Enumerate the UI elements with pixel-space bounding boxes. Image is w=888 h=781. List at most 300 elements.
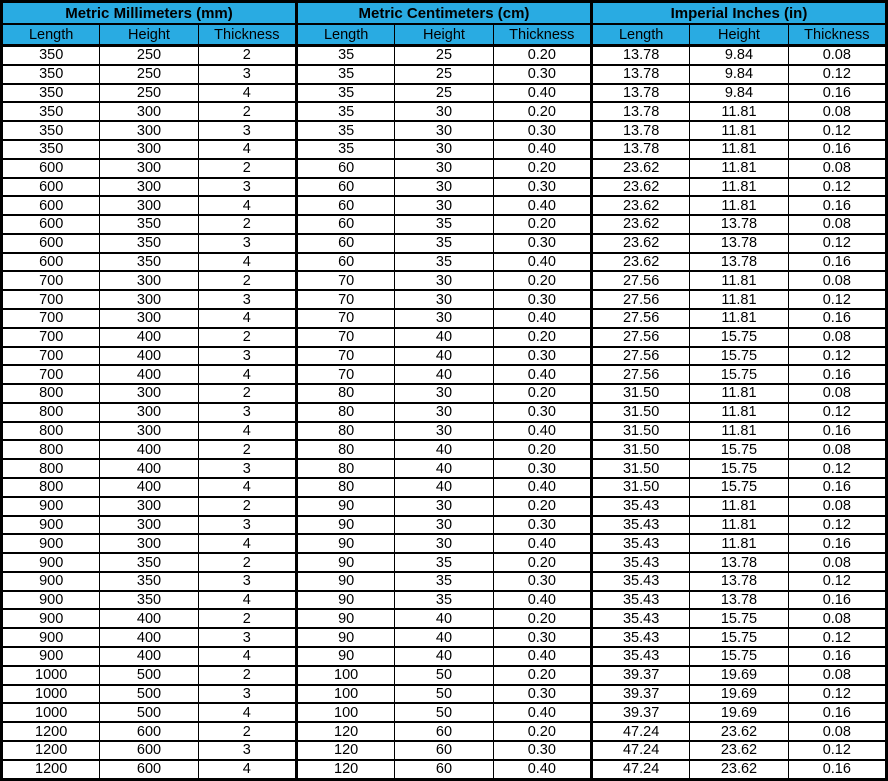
table-cell: 900 — [2, 609, 100, 628]
table-cell: 2 — [198, 497, 296, 516]
table-cell: 0.12 — [788, 516, 886, 535]
table-cell: 2 — [198, 46, 296, 65]
table-row — [2, 140, 887, 159]
table-cell: 23.62 — [690, 741, 788, 760]
table-cell: 0.12 — [788, 178, 886, 197]
table-cell: 0.30 — [493, 628, 591, 647]
table-cell: 500 — [100, 666, 198, 685]
table-cell: 9.84 — [690, 46, 788, 65]
table-cell: 25 — [395, 46, 493, 65]
table-cell: 9.84 — [690, 84, 788, 103]
table-row — [2, 609, 887, 628]
table-cell: 0.12 — [788, 347, 886, 366]
table-cell: 1000 — [2, 703, 100, 722]
table-cell: 4 — [198, 140, 296, 159]
table-cell: 60 — [395, 722, 493, 741]
table-cell: 27.56 — [591, 309, 689, 328]
table-cell: 400 — [100, 440, 198, 459]
table-cell: 60 — [296, 178, 394, 197]
table-cell: 35.43 — [591, 497, 689, 516]
table-cell: 4 — [198, 365, 296, 384]
table-cell: 25 — [395, 65, 493, 84]
table-cell: 0.08 — [788, 722, 886, 741]
table-cell: 800 — [2, 440, 100, 459]
table-cell: 0.20 — [493, 440, 591, 459]
table-cell: 3 — [198, 403, 296, 422]
table-cell: 0.08 — [788, 328, 886, 347]
table-cell: 2 — [198, 271, 296, 290]
table-cell: 30 — [395, 422, 493, 441]
table-cell: 0.16 — [788, 253, 886, 272]
table-cell: 50 — [395, 703, 493, 722]
table-cell: 0.40 — [493, 647, 591, 666]
table-row — [2, 159, 887, 178]
table-cell: 0.30 — [493, 347, 591, 366]
table-cell: 2 — [198, 722, 296, 741]
table-row — [2, 234, 887, 253]
table-cell: 39.37 — [591, 666, 689, 685]
table-cell: 15.75 — [690, 459, 788, 478]
table-cell: 35.43 — [591, 647, 689, 666]
table-cell: 31.50 — [591, 422, 689, 441]
table-row — [2, 384, 887, 403]
table-cell: 300 — [100, 534, 198, 553]
table-cell: 23.62 — [591, 215, 689, 234]
table-cell: 30 — [395, 159, 493, 178]
table-cell: 13.78 — [690, 591, 788, 610]
table-cell: 400 — [100, 347, 198, 366]
table-cell: 0.08 — [788, 46, 886, 65]
column-header-in-thickness: Thickness — [788, 24, 886, 46]
table-cell: 70 — [296, 365, 394, 384]
table-cell: 250 — [100, 84, 198, 103]
table-cell: 60 — [395, 760, 493, 780]
table-cell: 90 — [296, 534, 394, 553]
table-cell: 0.20 — [493, 271, 591, 290]
table-cell: 3 — [198, 459, 296, 478]
column-header-cm-thickness: Thickness — [493, 24, 591, 46]
table-cell: 13.78 — [591, 46, 689, 65]
table-cell: 500 — [100, 685, 198, 704]
table-cell: 13.78 — [591, 102, 689, 121]
table-cell: 3 — [198, 347, 296, 366]
table-cell: 0.12 — [788, 290, 886, 309]
table-row — [2, 121, 887, 140]
table-cell: 120 — [296, 722, 394, 741]
table-row — [2, 440, 887, 459]
table-body — [2, 46, 887, 780]
table-cell: 700 — [2, 347, 100, 366]
table-cell: 27.56 — [591, 347, 689, 366]
table-cell: 39.37 — [591, 685, 689, 704]
column-group-imperial-in: Imperial Inches (in) — [591, 2, 886, 25]
table-cell: 40 — [395, 478, 493, 497]
table-cell: 35 — [395, 572, 493, 591]
table-cell: 400 — [100, 628, 198, 647]
table-cell: 60 — [296, 159, 394, 178]
table-cell: 0.16 — [788, 703, 886, 722]
table-cell: 2 — [198, 102, 296, 121]
table-header — [2, 2, 887, 46]
table-cell: 23.62 — [591, 234, 689, 253]
table-cell: 35 — [395, 553, 493, 572]
table-cell: 30 — [395, 309, 493, 328]
table-cell: 11.81 — [690, 534, 788, 553]
table-cell: 0.30 — [493, 65, 591, 84]
table-cell: 35.43 — [591, 572, 689, 591]
table-cell: 100 — [296, 685, 394, 704]
table-cell: 0.16 — [788, 140, 886, 159]
table-cell: 0.20 — [493, 497, 591, 516]
table-cell: 90 — [296, 591, 394, 610]
table-cell: 35.43 — [591, 553, 689, 572]
table-cell: 0.08 — [788, 609, 886, 628]
table-cell: 25 — [395, 84, 493, 103]
table-cell: 300 — [100, 422, 198, 441]
table-row — [2, 309, 887, 328]
table-cell: 50 — [395, 666, 493, 685]
table-cell: 900 — [2, 516, 100, 535]
table-cell: 0.08 — [788, 553, 886, 572]
table-cell: 350 — [100, 553, 198, 572]
table-cell: 0.20 — [493, 215, 591, 234]
table-cell: 23.62 — [690, 760, 788, 780]
table-cell: 60 — [296, 215, 394, 234]
table-cell: 40 — [395, 459, 493, 478]
table-cell: 300 — [100, 403, 198, 422]
table-row — [2, 685, 887, 704]
column-header-mm-thickness: Thickness — [198, 24, 296, 46]
table-cell: 700 — [2, 271, 100, 290]
table-cell: 800 — [2, 422, 100, 441]
table-cell: 31.50 — [591, 440, 689, 459]
table-row — [2, 459, 887, 478]
table-cell: 40 — [395, 628, 493, 647]
table-row — [2, 271, 887, 290]
table-cell: 30 — [395, 403, 493, 422]
table-row — [2, 328, 887, 347]
table-row — [2, 703, 887, 722]
table-cell: 4 — [198, 309, 296, 328]
table-cell: 350 — [2, 46, 100, 65]
table-cell: 0.40 — [493, 760, 591, 780]
table-cell: 400 — [100, 609, 198, 628]
table-cell: 35 — [296, 65, 394, 84]
table-cell: 600 — [2, 196, 100, 215]
column-header-mm-length: Length — [2, 24, 100, 46]
table-cell: 350 — [2, 65, 100, 84]
table-cell: 60 — [296, 253, 394, 272]
table-cell: 100 — [296, 666, 394, 685]
table-row — [2, 478, 887, 497]
table-cell: 11.81 — [690, 516, 788, 535]
table-cell: 350 — [100, 234, 198, 253]
table-cell: 300 — [100, 159, 198, 178]
table-cell: 40 — [395, 647, 493, 666]
table-cell: 15.75 — [690, 440, 788, 459]
table-cell: 2 — [198, 553, 296, 572]
table-cell: 350 — [2, 140, 100, 159]
table-row — [2, 403, 887, 422]
table-cell: 13.78 — [690, 553, 788, 572]
table-cell: 80 — [296, 459, 394, 478]
column-group-metric-cm: Metric Centimeters (cm) — [296, 2, 591, 25]
table-cell: 1200 — [2, 741, 100, 760]
table-cell: 19.69 — [690, 685, 788, 704]
table-cell: 13.78 — [591, 121, 689, 140]
table-cell: 3 — [198, 741, 296, 760]
table-cell: 4 — [198, 647, 296, 666]
table-cell: 11.81 — [690, 403, 788, 422]
table-cell: 0.08 — [788, 666, 886, 685]
table-cell: 80 — [296, 440, 394, 459]
table-cell: 50 — [395, 685, 493, 704]
table-cell: 11.81 — [690, 102, 788, 121]
table-cell: 800 — [2, 384, 100, 403]
table-cell: 0.16 — [788, 84, 886, 103]
table-cell: 400 — [100, 328, 198, 347]
table-cell: 800 — [2, 459, 100, 478]
table-cell: 1200 — [2, 760, 100, 780]
table-cell: 0.40 — [493, 196, 591, 215]
table-cell: 30 — [395, 497, 493, 516]
table-cell: 0.30 — [493, 459, 591, 478]
table-cell: 2 — [198, 440, 296, 459]
table-cell: 0.20 — [493, 666, 591, 685]
table-cell: 0.08 — [788, 384, 886, 403]
table-cell: 27.56 — [591, 365, 689, 384]
table-cell: 23.62 — [690, 722, 788, 741]
table-cell: 600 — [2, 178, 100, 197]
table-cell: 2 — [198, 384, 296, 403]
table-row — [2, 647, 887, 666]
table-cell: 2 — [198, 328, 296, 347]
table-cell: 11.81 — [690, 159, 788, 178]
table-cell: 35 — [296, 102, 394, 121]
column-header-in-height: Height — [690, 24, 788, 46]
table-cell: 70 — [296, 290, 394, 309]
table-cell: 11.81 — [690, 497, 788, 516]
table-cell: 35.43 — [591, 609, 689, 628]
table-cell: 90 — [296, 553, 394, 572]
table-cell: 11.81 — [690, 309, 788, 328]
table-cell: 11.81 — [690, 196, 788, 215]
table-cell: 350 — [2, 84, 100, 103]
table-cell: 350 — [2, 121, 100, 140]
table-cell: 90 — [296, 572, 394, 591]
table-cell: 11.81 — [690, 384, 788, 403]
table-cell: 300 — [100, 102, 198, 121]
table-row — [2, 178, 887, 197]
table-row — [2, 497, 887, 516]
table-cell: 35.43 — [591, 591, 689, 610]
table-cell: 30 — [395, 271, 493, 290]
table-cell: 35 — [395, 234, 493, 253]
table-cell: 3 — [198, 572, 296, 591]
table-cell: 700 — [2, 290, 100, 309]
table-cell: 23.62 — [591, 253, 689, 272]
table-cell: 0.16 — [788, 365, 886, 384]
table-cell: 0.40 — [493, 365, 591, 384]
table-cell: 300 — [100, 271, 198, 290]
table-cell: 350 — [100, 572, 198, 591]
table-cell: 0.16 — [788, 760, 886, 780]
table-cell: 300 — [100, 309, 198, 328]
table-cell: 0.40 — [493, 534, 591, 553]
table-row — [2, 591, 887, 610]
table-cell: 70 — [296, 328, 394, 347]
table-cell: 350 — [100, 215, 198, 234]
table-cell: 19.69 — [690, 666, 788, 685]
table-cell: 0.20 — [493, 328, 591, 347]
table-cell: 15.75 — [690, 609, 788, 628]
table-cell: 40 — [395, 609, 493, 628]
column-header-cm-height: Height — [395, 24, 493, 46]
table-cell: 4 — [198, 478, 296, 497]
table-cell: 500 — [100, 703, 198, 722]
table-cell: 0.16 — [788, 534, 886, 553]
table-cell: 60 — [296, 234, 394, 253]
table-cell: 4 — [198, 703, 296, 722]
table-cell: 4 — [198, 591, 296, 610]
table-cell: 40 — [395, 440, 493, 459]
table-cell: 13.78 — [690, 234, 788, 253]
table-cell: 0.30 — [493, 234, 591, 253]
table-cell: 0.08 — [788, 271, 886, 290]
table-cell: 80 — [296, 478, 394, 497]
table-cell: 0.16 — [788, 309, 886, 328]
table-cell: 70 — [296, 347, 394, 366]
table-cell: 4 — [198, 84, 296, 103]
table-cell: 3 — [198, 628, 296, 647]
table-cell: 250 — [100, 46, 198, 65]
table-cell: 0.12 — [788, 459, 886, 478]
table-cell: 700 — [2, 309, 100, 328]
table-cell: 35 — [395, 215, 493, 234]
table-row — [2, 290, 887, 309]
table-cell: 30 — [395, 290, 493, 309]
table-row — [2, 347, 887, 366]
table-cell: 13.78 — [591, 65, 689, 84]
table-cell: 0.40 — [493, 703, 591, 722]
table-cell: 0.40 — [493, 253, 591, 272]
table-cell: 900 — [2, 647, 100, 666]
table-cell: 600 — [2, 253, 100, 272]
table-cell: 0.40 — [493, 309, 591, 328]
table-cell: 13.78 — [690, 215, 788, 234]
table-cell: 13.78 — [591, 140, 689, 159]
table-cell: 31.50 — [591, 403, 689, 422]
table-cell: 47.24 — [591, 741, 689, 760]
table-cell: 15.75 — [690, 478, 788, 497]
table-cell: 900 — [2, 497, 100, 516]
table-row — [2, 65, 887, 84]
table-cell: 15.75 — [690, 365, 788, 384]
table-cell: 13.78 — [690, 253, 788, 272]
table-cell: 47.24 — [591, 760, 689, 780]
table-cell: 35 — [296, 46, 394, 65]
table-cell: 30 — [395, 102, 493, 121]
table-cell: 4 — [198, 422, 296, 441]
table-cell: 90 — [296, 609, 394, 628]
table-cell: 90 — [296, 497, 394, 516]
table-cell: 400 — [100, 647, 198, 666]
table-cell: 60 — [395, 741, 493, 760]
table-cell: 3 — [198, 516, 296, 535]
table-cell: 15.75 — [690, 628, 788, 647]
table-row — [2, 628, 887, 647]
table-cell: 300 — [100, 384, 198, 403]
table-cell: 1000 — [2, 666, 100, 685]
table-cell: 35 — [296, 121, 394, 140]
table-cell: 11.81 — [690, 290, 788, 309]
table-cell: 23.62 — [591, 196, 689, 215]
table-cell: 35 — [296, 140, 394, 159]
table-cell: 23.62 — [591, 159, 689, 178]
table-cell: 300 — [100, 497, 198, 516]
table-cell: 0.16 — [788, 647, 886, 666]
table-cell: 39.37 — [591, 703, 689, 722]
table-row — [2, 553, 887, 572]
table-cell: 120 — [296, 741, 394, 760]
table-row — [2, 722, 887, 741]
table-cell: 35.43 — [591, 534, 689, 553]
table-cell: 80 — [296, 422, 394, 441]
table-cell: 600 — [2, 234, 100, 253]
table-cell: 15.75 — [690, 647, 788, 666]
table-cell: 40 — [395, 347, 493, 366]
table-cell: 13.78 — [690, 572, 788, 591]
table-cell: 15.75 — [690, 328, 788, 347]
table-row — [2, 84, 887, 103]
table-cell: 30 — [395, 384, 493, 403]
table-cell: 90 — [296, 647, 394, 666]
table-cell: 30 — [395, 516, 493, 535]
table-cell: 0.40 — [493, 84, 591, 103]
table-cell: 350 — [100, 591, 198, 610]
table-cell: 35.43 — [591, 628, 689, 647]
table-cell: 70 — [296, 309, 394, 328]
table-cell: 0.20 — [493, 384, 591, 403]
table-cell: 0.16 — [788, 422, 886, 441]
table-cell: 400 — [100, 365, 198, 384]
table-cell: 0.08 — [788, 440, 886, 459]
column-header-mm-height: Height — [100, 24, 198, 46]
table-cell: 0.30 — [493, 685, 591, 704]
table-cell: 0.20 — [493, 46, 591, 65]
table-row — [2, 46, 887, 65]
table-cell: 1000 — [2, 685, 100, 704]
table-cell: 11.81 — [690, 121, 788, 140]
table-cell: 900 — [2, 591, 100, 610]
table-cell: 0.08 — [788, 497, 886, 516]
table-cell: 0.16 — [788, 478, 886, 497]
table-cell: 0.08 — [788, 159, 886, 178]
group-header-row — [2, 2, 887, 25]
table-cell: 2 — [198, 215, 296, 234]
table-cell: 23.62 — [591, 178, 689, 197]
table-cell: 0.40 — [493, 422, 591, 441]
table-cell: 31.50 — [591, 478, 689, 497]
table-cell: 3 — [198, 685, 296, 704]
table-cell: 0.12 — [788, 121, 886, 140]
table-cell: 31.50 — [591, 384, 689, 403]
table-cell: 0.12 — [788, 741, 886, 760]
table-cell: 1200 — [2, 722, 100, 741]
table-cell: 0.12 — [788, 685, 886, 704]
table-cell: 80 — [296, 403, 394, 422]
table-cell: 400 — [100, 459, 198, 478]
